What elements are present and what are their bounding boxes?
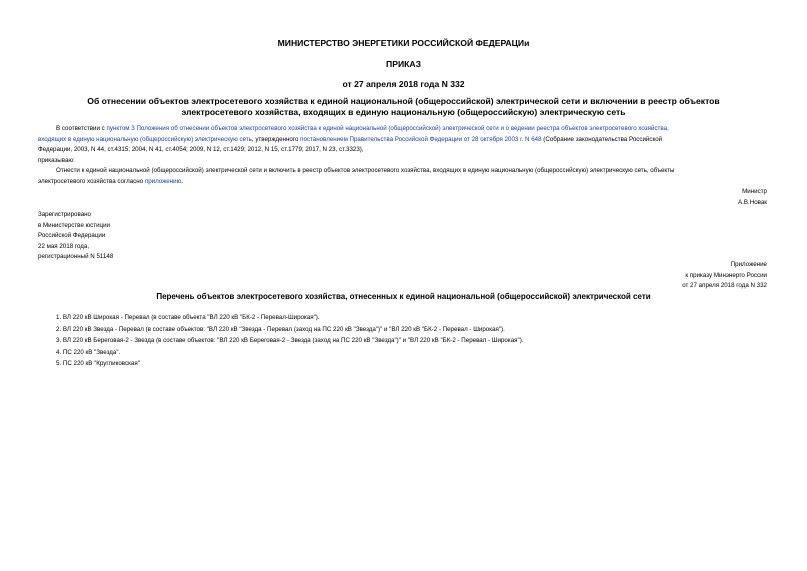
signature-position: Министр [742,188,767,195]
list-item: 5. ПС 220 кВ "Кругликовская" [56,360,140,367]
preamble-paragraph [38,124,768,166]
document-title [0,96,807,118]
registration-line-1: Зарегистрировано [38,211,91,218]
preamble-line-3: Федерации, 2003, N 44, ст.4315; 2004, N 41, ст.4054; 2009, N 12, ст.1429; 2012, N 15, ст.1779; 2017, N 23, ст.3323), [38,146,364,153]
list-item: 4. ПС 220 кВ "Звезда". [56,348,121,356]
registration-line-5: регистрационный N 51148 [38,253,114,260]
ministry-heading: МИНИСТЕРСТВО ЭНЕРГЕТИКИ РОССИЙСКОЙ ФЕДЕРАЦИи [277,38,530,48]
appendix-ref-line-2: к приказу Минэнерго России [685,271,767,279]
title-line-2: электросетевого хозяйства, входящих в единую национальную (общероссийскую) электрическую сеть [181,107,626,117]
preamble-link-decree[interactable]: постановлением Правительства Российской Федерации от 28 октября 2003 г. N 648 [300,135,542,143]
appendix-title: Перечень объектов электросетевого хозяйства, отнесенных к единой национальной (общероссийской) электрической сети [156,292,651,301]
preamble-text: , утвержденного [251,135,301,143]
order-text: электросетевого хозяйства согласно [38,177,145,185]
registration-block [38,210,113,263]
order-line-2 [38,177,768,188]
list-item: 3. ВЛ 220 кВ Береговая-2 - Звезда (в составе объектов: "ВЛ 220 кВ Береговая-2 - Звезда (заход на ПС 220 кВ "Звезда")" и "ВЛ 220 кВ "БК-2 - Перевал - Широкая"). [56,337,524,344]
doc-type-heading: ПРИКАЗ [386,59,421,69]
preamble-link-clause-cont[interactable]: входящих в единую национальную (общероссийскую) электрическую сеть [38,135,252,143]
preamble-text: В соответствии с [56,125,107,132]
registration-line-2: в Министерстве юстиции [38,221,111,229]
order-line-1: Отнести к единой национальной (общероссийской) электрической сети и включить в реестр объектов электросетевого хозяйства, входящих в единую национальную (общероссийскую) электрическую сеть, объекты [56,167,675,174]
signature-block [738,187,767,208]
order-paragraph [38,166,768,187]
preamble-line-2 [38,135,768,146]
list-item: 2. ВЛ 220 кВ Звезда - Перевал (в составе объектов: "ВЛ 220 кВ "Звезда - Перевал (заход на ПС 220 кВ "Звезда")" и "ВЛ 220 кВ "БК-2 - Перевал - Широкая"). [56,325,505,333]
appendix-ref-line-3: от 27 апреля 2018 года N 332 [682,282,767,289]
appendix-ref-line-1: Приложение [730,261,767,268]
title-line-1: Об отнесении объектов электросетевого хозяйства к единой национальной (общероссийской) электрической сети и включении в реестр объектов [87,96,720,106]
appendix-list [56,312,523,370]
appendix-link[interactable]: приложению [144,177,182,185]
registration-line-3: Российской Федерации [38,232,106,239]
preamble-line-4: приказываю: [38,156,75,164]
preamble-line-1 [38,124,768,135]
preamble-link-clause[interactable]: пунктом 3 Положения об отнесении объектов электросетевого хозяйства к единой национальной (общероссийской) электрической сети и о ведении реестра объектов электросетевого хозяйства, [106,125,669,132]
date-number-heading: от 27 апреля 2018 года N 332 [342,79,465,89]
list-item: 1. ВЛ 220 кВ Широкая - Перевал (в составе объекта "ВЛ 220 кВ "БК-2 - Перевал-Широкая"). [56,314,320,321]
order-text: . [181,177,183,185]
appendix-reference [682,260,767,292]
registration-line-4: 22 мая 2018 года, [38,242,90,250]
signature-name: А.В.Новак [738,198,767,206]
preamble-text: (Собрание законодательства Российской [541,135,663,143]
